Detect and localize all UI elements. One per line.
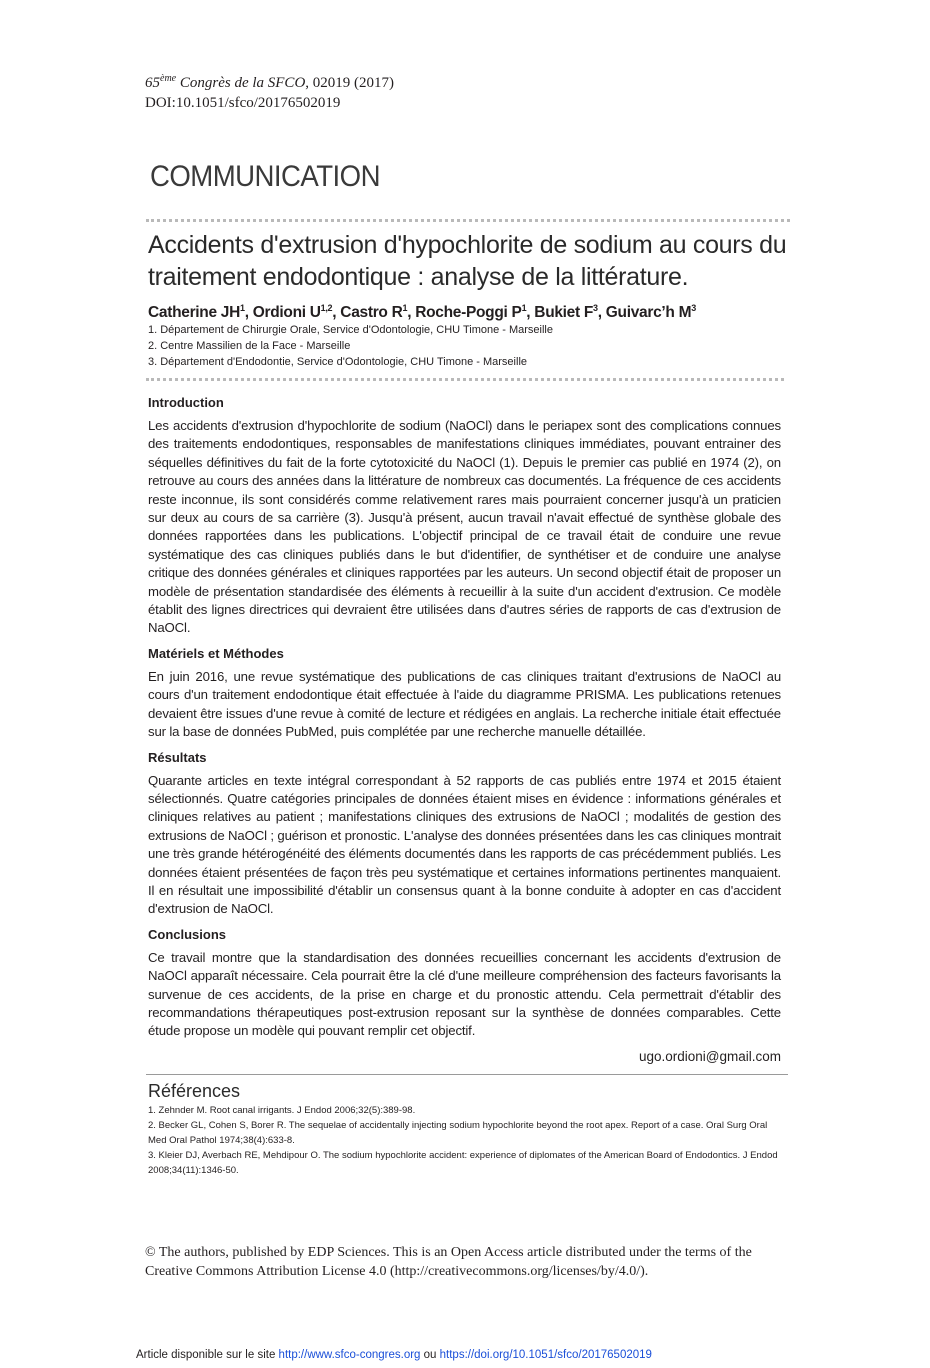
reference-item: 1. Zehnder M. Root canal irrigants. J Endod 2006;32(5):389-98. (148, 1105, 416, 1116)
dotted-divider-mid (146, 378, 784, 381)
journal-name: Congrès de la SFCO (179, 75, 306, 91)
introduction-heading: Introduction (148, 395, 224, 410)
license-notice: © The authors, published by EDP Sciences. This is an Open Access article distributed under the terms of the Creative Commons Attribution License 4.0 (http://creativecommons.org/licenses/by/4.0/). (145, 1245, 752, 1279)
affiliation-3: 3. Département d'Endodontie, Service d'Odontologie, CHU Timone - Marseille (148, 356, 528, 368)
introduction-text: Les accidents d'extrusion d'hypochlorite de sodium (NaOCl) dans le periapex sont des complications connues des traitements endodontiques, responsables de manifestations cliniques immédiates, pouvant entrainer des séquelles définitives du fait de la forte cytotoxicité du NaOCl (1). Depuis le premier cas publié en 1974 (2), on retrouve au cours des années dans la littérature de nombreux cas documentés. La fréquence de ces accidents reste inconnue, ils sont considérés comme relativement rares mais pourraient concerner jusqu'à un praticien sur deux au cours de sa carrière (3). Jusqu'à présent, aucun travail n'avait effectué de synthèse globale des données rapportées dans les publications. L'objectif principal de ce travail était de conduire une revue systématique des cas cliniques publiés dans le but d'identifier, de synthétiser et de conduire une analyse critique des données générales et cliniques rapportées par les auteurs. Un second objectif était de proposer un modèle de présentation standardisée des éléments à recueillir à la suite d'un accident d'extrusion. Ce modèle établit des lignes directrices qui devraient être utilisées dans d'autres séries de rapports de cas d'extrusion de NaOCl. (148, 418, 781, 636)
abstract-body (148, 394, 781, 1066)
methods-heading: Matériels et Méthodes (148, 645, 284, 661)
reference-item: 3. Kleier DJ, Averbach RE, Mehdipour O. The sodium hypochlorite accident: experience of diplomates of the American Board of Endodontics. J Endod 2008;34(11):1346-50. (148, 1150, 778, 1176)
author-list: Catherine $JH^1$, Ordioni U$^{1,2}$, Castro $R^1$, Roche-Poggi $P^1$, Bukiet $F^3$, Guivarc’h $M^3$ (148, 303, 696, 322)
references-divider (146, 1074, 788, 1075)
author-affiliation-mark: 1 (521, 303, 527, 313)
author-affiliation-mark: 1 (402, 303, 408, 313)
contact-email[interactable]: ugo.ordioni@gmail.com (638, 1048, 781, 1064)
conclusions-heading: Conclusions (148, 926, 227, 942)
author-name: Catherine JH (148, 304, 241, 322)
author-name: Bukiet F (534, 304, 594, 322)
congress-number: 65 (145, 75, 160, 91)
congress-ordinal: ème (160, 73, 177, 84)
affiliations (148, 322, 553, 370)
footer-link-doi[interactable]: https://doi.org/10.1051/sfco/20176502019 (439, 1349, 652, 1361)
footer-middle: ou (420, 1349, 440, 1361)
doi: DOI:10.1051/sfco/20176502019 (145, 95, 341, 111)
author-name: Castro R (340, 304, 403, 322)
paper-title: Accidents d'extrusion d'hypochlorite de sodium au cours du traitement endodontique : analyse de la littérature. (148, 231, 787, 291)
article-number: , 02019 (2017) (305, 75, 395, 91)
reference-item: 2. Becker GL, Cohen S, Borer R. The sequelae of accidentally injecting sodium hypochlorite beyond the root apex. Report of a case. Oral Surg Oral Med Oral Pathol 1974;38(4):633-8. (148, 1120, 768, 1146)
author-name: Guivarc’h M (605, 304, 692, 322)
journal-header (145, 70, 394, 112)
author-name: Ordioni U (252, 304, 321, 322)
affiliation-2: 2. Centre Massilien de la Face - Marseille (148, 340, 351, 352)
dotted-divider-top (146, 219, 790, 222)
footer-link-site[interactable]: http://www.sfco-congres.org (278, 1349, 421, 1361)
author-affiliation-mark: 1 (240, 303, 245, 313)
results-heading: Résultats (148, 749, 207, 765)
footer-prefix: Article disponible sur le site (136, 1349, 279, 1361)
author-affiliation-mark: 3 (691, 303, 696, 313)
author-name: Roche-Poggi P (415, 304, 522, 322)
affiliation-1: 1. Département de Chirurgie Orale, Service d'Odontologie, CHU Timone - Marseille (148, 324, 553, 336)
section-label: COMMUNICATION (150, 160, 380, 193)
methods-text: En juin 2016, une revue systématique des publications de cas cliniques traitant d'extrusions de NaOCl au cours d'un traitement endodontique était effectuée à l'aide du diagramme PRISMA. Les publications retenues devaient être issues d'une revue à comité de lecture et rédigées en anglais. La recherche initiale était effectuée sur la base de données PubMed, puis complétée par une recherche manuelle détaillée. (148, 668, 781, 740)
references-heading: Références (148, 1081, 241, 1101)
journal-citation (145, 70, 394, 92)
references-list (148, 1103, 782, 1178)
conclusions-text: Ce travail montre que la standardisation des données recueillies concernant les accidents d'extrusion de NaOCl apparaît nécessaire. Cela pourrait être la clé d'une meilleure compréhension des facteurs favorisants la survenue de ces accidents, de la prise en charge et du pronostic attendu. Cela permettrait d'établir des recommandations thérapeutiques post-extrusion reposant sur la synthèse de données comparables. Cette étude propose un modèle qui pouvant remplir cet objectif. (148, 949, 781, 1039)
footer (136, 1348, 652, 1362)
results-text: Quarante articles en texte intégral correspondant à 52 rapports de cas publiés entre 1974 et 2015 étaient sélectionnés. Quatre catégories principales de données étaient mises en évidence : informations générales et cliniques relatives au patient ; manifestations cliniques des extrusions de NaOCl ; modalités de gestion des extrusions de NaOCl ; guérison et pronostic. L'analyse des données présentées dans les cas cliniques montrait une très grande hétérogénéité des éléments documentés dans les rapports de cas précédemment publiés. Les données étaient présentées de façon très peu systématique et certaines informations pertinentes manquaient. Il en résultait une impossibilité d'établir un consensus quant à la bonne conduite à adopter en cas d'accident d'extrusion de NaOCl. (148, 772, 781, 917)
author-affiliation-mark: 1,2 (320, 303, 333, 313)
author-affiliation-mark: 3 (593, 303, 598, 313)
